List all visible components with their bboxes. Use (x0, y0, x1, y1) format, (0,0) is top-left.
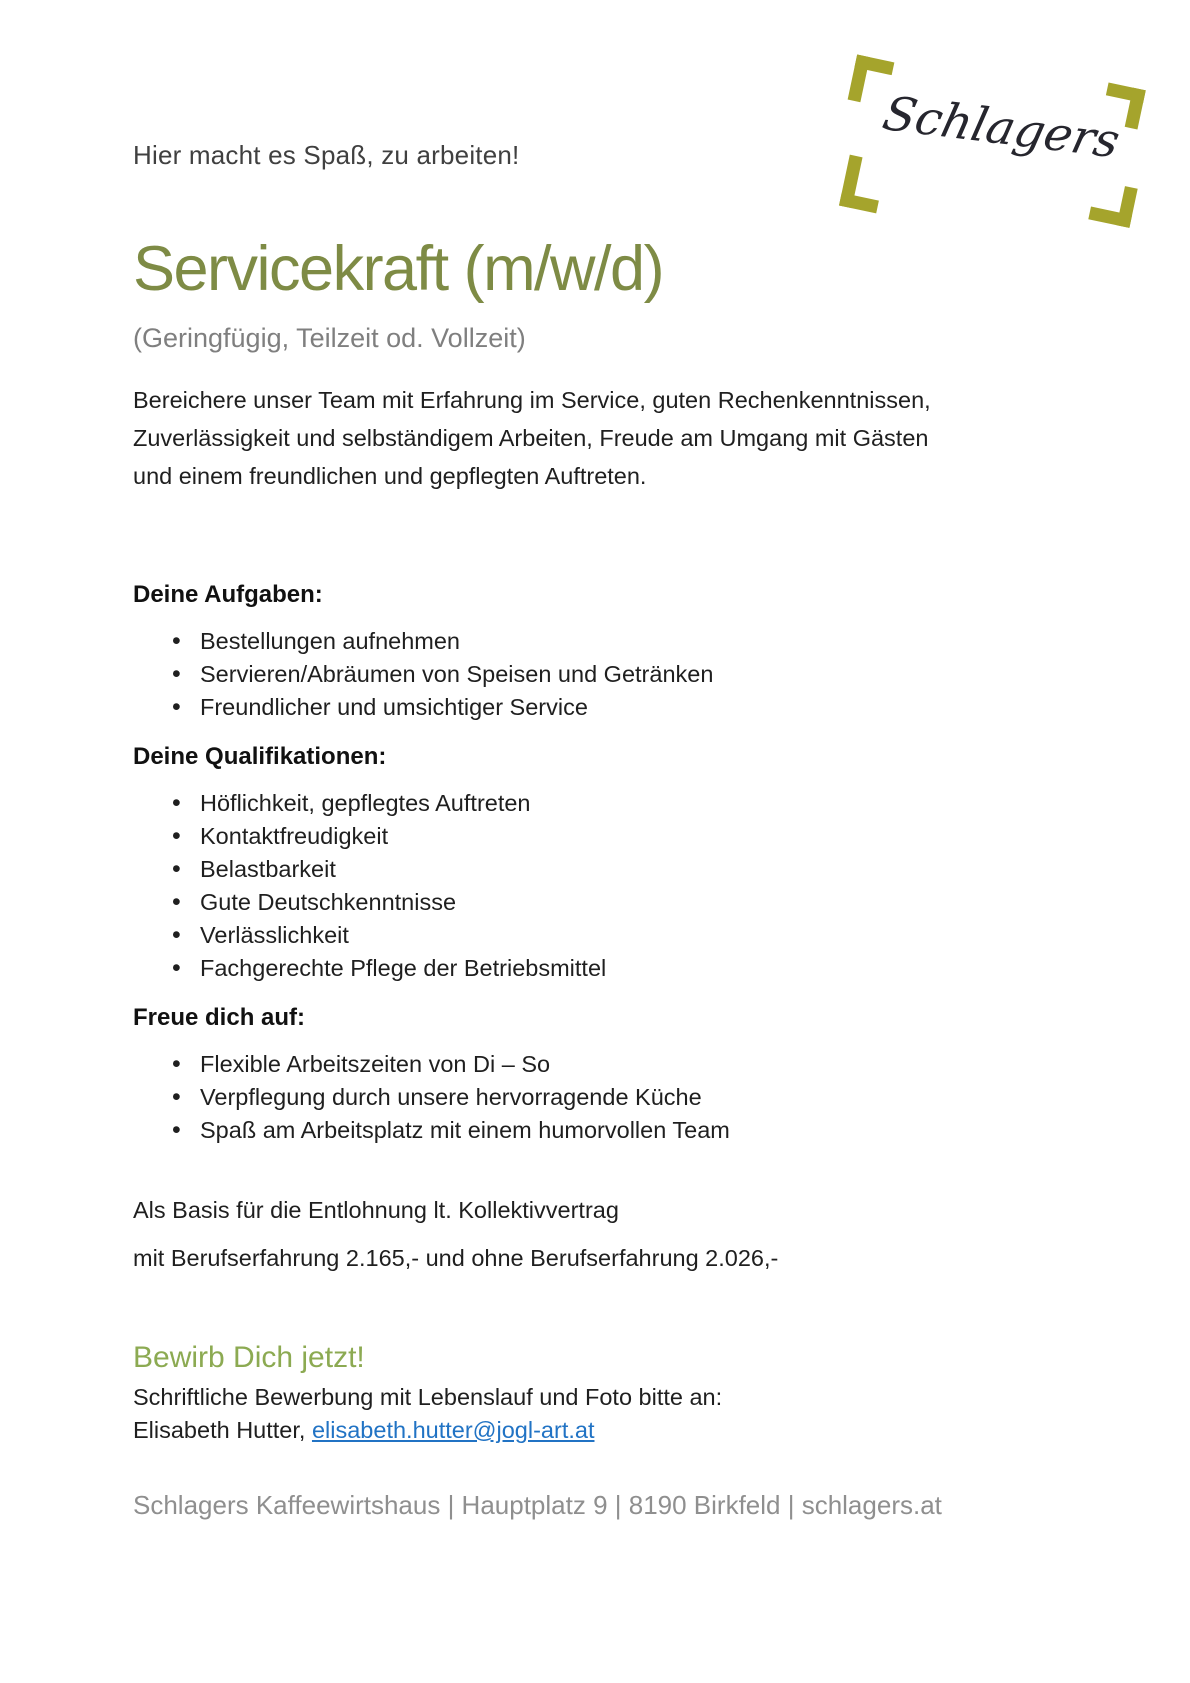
intro-line: Zuverlässigkeit und selbständigem Arbeiten, Freude am Umgang mit Gästen (133, 425, 929, 451)
bullet-item: • Flexible Arbeitszeiten von Di – So (200, 1048, 1065, 1081)
bullet-item: • Gute Deutschkenntnisse (200, 886, 1065, 919)
schlagers-logo (842, 52, 1150, 232)
bullet-item: • Bestellungen aufnehmen (200, 625, 1065, 658)
salary-basis-text: Als Basis für die Entlohnung lt. Kollektivvertrag (133, 1197, 619, 1223)
footer-address: Schlagers Kaffeewirtshaus | Hauptplatz 9 | 8190 Birkfeld | schlagers.at (133, 1490, 942, 1520)
benefits-list (133, 1048, 1065, 1147)
intro-paragraph (133, 381, 1065, 495)
contact-name: Elisabeth Hutter, (133, 1417, 312, 1443)
bullet-item: • Servieren/Abräumen von Speisen und Getränken (200, 658, 1065, 691)
employment-type-subtitle: (Geringfügig, Teilzeit od. Vollzeit) (133, 323, 526, 353)
aufgaben-list (133, 625, 1065, 724)
section-heading-qualifikationen: Deine Qualifikationen: (133, 743, 387, 770)
bullet-item: • Kontaktfreudigkeit (200, 820, 1065, 853)
bullet-item: • Belastbarkeit (200, 853, 1065, 886)
contact-line (133, 1415, 1065, 1446)
email-link[interactable]: elisabeth.hutter@jogl-art.at (311, 1417, 595, 1443)
cta-heading: Bewirb Dich jetzt! (133, 1341, 365, 1374)
section-heading-aufgaben: Deine Aufgaben: (133, 581, 323, 608)
bullet-item: • Verlässlichkeit (200, 919, 1065, 952)
bullet-item: • Höflichkeit, gepflegtes Auftreten (200, 787, 1065, 820)
bullet-item: • Verpflegung durch unsere hervorragende Küche (200, 1081, 1065, 1114)
intro-line: und einem freundlichen und gepflegten Auftreten. (133, 463, 647, 489)
salary-amounts-text: mit Berufserfahrung 2.165,- und ohne Berufserfahrung 2.026,- (133, 1245, 779, 1271)
application-instruction: Schriftliche Bewerbung mit Lebenslauf und Foto bitte an: (133, 1384, 723, 1410)
qualifikationen-list (133, 787, 1065, 985)
logo-corner-bracket-bottom-left-icon (839, 155, 887, 214)
page-title: Servicekraft (m/w/d) (133, 234, 664, 304)
logo-corner-bracket-bottom-right-icon (1088, 180, 1137, 228)
intro-line: Bereichere unser Team mit Erfahrung im Service, guten Rechenkenntnissen, (133, 387, 931, 413)
section-heading-freue-dich-auf: Freue dich auf: (133, 1004, 306, 1031)
tagline: Hier macht es Spaß, zu arbeiten! (133, 140, 520, 170)
logo-wordmark: Schlagers (877, 86, 1125, 170)
bullet-item: • Spaß am Arbeitsplatz mit einem humorvollen Team (200, 1114, 1065, 1147)
bullet-item: • Fachgerechte Pflege der Betriebsmittel (200, 952, 1065, 985)
bullet-item: • Freundlicher und umsichtiger Service (200, 691, 1065, 724)
